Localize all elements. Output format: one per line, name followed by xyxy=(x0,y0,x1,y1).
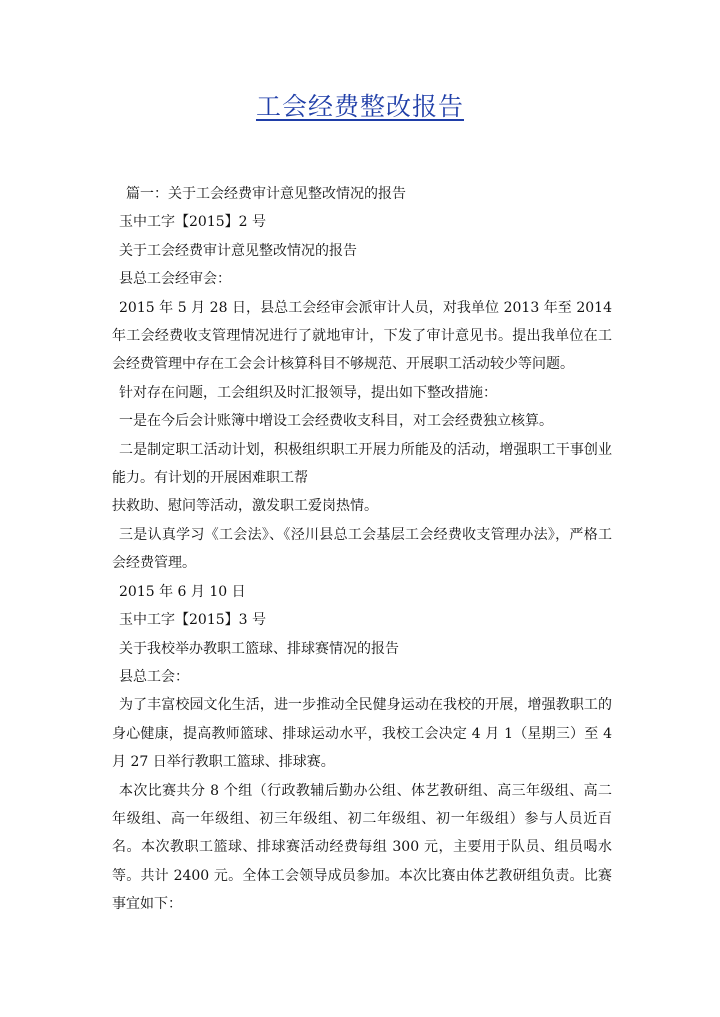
body-paragraph: 三是认真学习《工会法》、《泾川县总工会基层工会经费收支管理办法》，严格工会经费管理。 xyxy=(112,526,612,572)
body-paragraph: 本次比赛共分 8 个组（行政教辅后勤办公组、体艺教研组、高三年级组、高二年级组、高一年级组、初三年级组、初二年级组、初一年级组）参与人员近百名。本次教职工篮球、排球赛活动经费每组 300 元，主要用于队员、组员喝水等。共计 2400 元。全体工会领导成员参加。本次比赛由体艺教研组负责。比赛事宜如下： xyxy=(112,782,612,913)
report-title: 关于工会经费审计意见整改情况的报告 xyxy=(119,242,357,259)
body-paragraph: 为了丰富校园文化生活，进一步推动全民健身运动在我校的开展，增强教职工的身心健康，提高教师篮球、排球运动水平，我校工会决定 4 月 1（星期三）至 4 月 27 日举行教职工篮球、排球赛。 xyxy=(112,697,612,771)
body-paragraph: 扶救助、慰问等活动，激发职工爱岗热情。 xyxy=(112,498,378,515)
body-paragraph: 二是制定职工活动计划，积极组织职工开展力所能及的活动，增强职工干事创业能力。有计划的开展困难职工帮 xyxy=(112,441,612,487)
body-paragraph: 针对存在问题，工会组织及时汇报领导，提出如下整改措施： xyxy=(119,384,497,401)
report-date: 2015 年 6 月 10 日 xyxy=(119,583,246,600)
body-paragraph: 一是在今后会计账簿中增设工会经费收支科目，对工会经费独立核算。 xyxy=(119,413,553,430)
report-title: 关于我校举办教职工篮球、排球赛情况的报告 xyxy=(119,640,399,657)
document-body xyxy=(112,180,612,919)
section-heading: 篇一：关于工会经费审计意见整改情况的报告 xyxy=(126,186,406,202)
recipient: 县总工会经审会： xyxy=(119,271,231,288)
body-paragraph: 2015 年 5 月 28 日，县总工会经审会派审计人员，对我单位 2013 年至 2014 年工会经费收支管理情况进行了就地审计，下发了审计意见书。提出我单位在工会经费管理中存在工会会计核算科目不够规范、开展职工活动较少等问题。 xyxy=(112,299,612,373)
document-number: 玉中工字【2015】2 号 xyxy=(119,214,266,231)
document-number: 玉中工字【2015】3 号 xyxy=(119,612,266,629)
document-title: 工会经费整改报告 xyxy=(255,92,464,121)
recipient: 县总工会： xyxy=(119,668,189,685)
